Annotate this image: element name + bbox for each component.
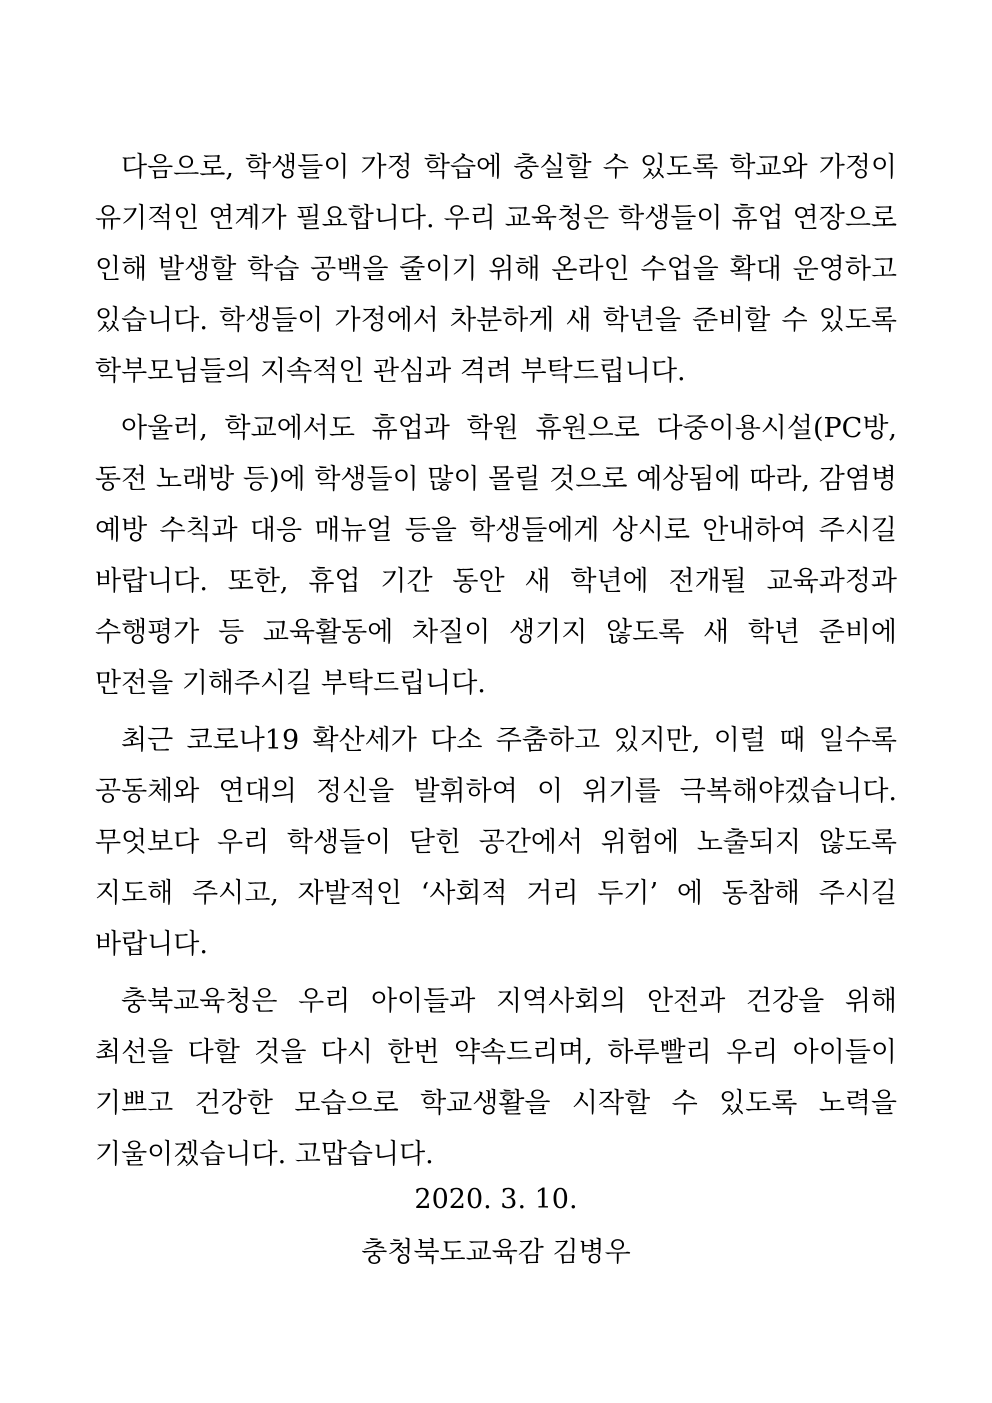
signature-date: 2020. 3. 10. [414, 1184, 578, 1215]
paragraph-social-distancing: 최근 코로나19 확산세가 다소 주춤하고 있지만, 이럴 때 일수록 공동체와 연대의 정신을 발휘하여 이 위기를 극복해야겠습니다. 무엇보다 우리 학생들이 닫힌 공간에서 위험에 노출되지 않도록 지도해 주시고, 자발적인 ‘사회적 거리 두기’ 에 동참해 주시길 바랍니다. [95, 725, 897, 960]
signature-name: 충청북도교육감 김병우 [361, 1237, 631, 1268]
paragraph-closing: 충북교육청은 우리 아이들과 지역사회의 안전과 건강을 위해 최선을 다할 것을 다시 한번 약속드리며, 하루빨리 우리 아이들이 기쁘고 건강한 모습으로 학교생활을 시작할 수 있도록 노력을 기울이겠습니다. 고맙습니다. [95, 986, 897, 1170]
paragraph-home-learning: 다음으로, 학생들이 가정 학습에 충실할 수 있도록 학교와 가정이 유기적인 연계가 필요합니다. 우리 교육청은 학생들이 휴업 연장으로 인해 발생할 학습 공백을 줄이기 위해 온라인 수업을 확대 운영하고 있습니다. 학생들이 가정에서 차분하게 새 학년을 준비할 수 있도록 학부모님들의 지속적인 관심과 격려 부탁드립니다. [95, 152, 897, 387]
paragraph-prevention-guidance: 아울러, 학교에서도 휴업과 학원 휴원으로 다중이용시설(PC방, 동전 노래방 등)에 학생들이 많이 몰릴 것으로 예상됨에 따라, 감염병 예방 수칙과 대응 매뉴얼 등을 학생들에게 상시로 안내하여 주시길 바랍니다. 또한, 휴업 기간 동안 새 학년에 전개될 교육과정과 수행평가 등 교육활동에 차질이 생기지 않도록 새 학년 준비에 만전을 기해주시길 부탁드립니다. [95, 413, 897, 699]
letter-body [95, 142, 897, 1180]
